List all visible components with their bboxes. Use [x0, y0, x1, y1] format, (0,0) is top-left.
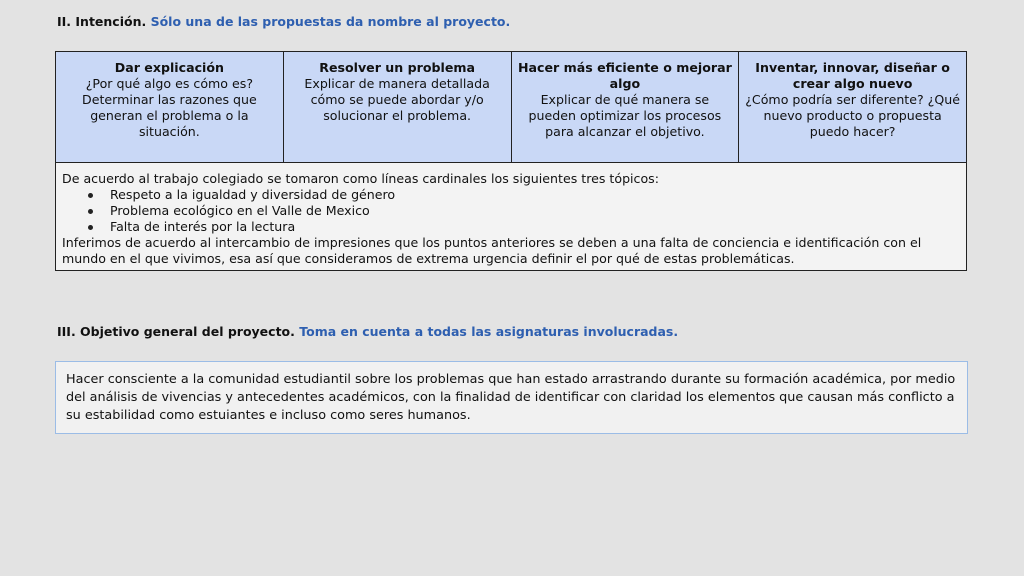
option-cell-innovate [739, 52, 967, 163]
section-iii-subtitle: Toma en cuenta a todas las asignaturas involucradas. [299, 324, 679, 339]
option-title: Resolver un problema [319, 60, 475, 75]
section-iii-title: III. Objetivo general del proyecto. [57, 324, 295, 339]
option-title: Inventar, innovar, diseñar o crear algo nuevo [755, 60, 950, 91]
option-description: ¿Cómo podría ser diferente? ¿Qué nuevo producto o propuesta puedo hacer? [745, 92, 960, 139]
note-row [56, 163, 967, 271]
topic-item: Problema ecológico en el Valle de Mexico [82, 203, 960, 219]
topic-item: Respeto a la igualdad y diversidad de género [82, 187, 960, 203]
option-description: Explicar de manera detallada cómo se puede abordar y/o solucionar el problema. [304, 76, 490, 123]
section-ii-title: II. Intención. [57, 14, 147, 29]
note-cell [56, 163, 967, 271]
options-row [56, 52, 967, 163]
option-title: Hacer más eficiente o mejorar algo [517, 60, 732, 91]
option-cell-improve [511, 52, 739, 163]
option-cell-solve [283, 52, 511, 163]
note-conclusion: Inferimos de acuerdo al intercambio de impresiones que los puntos anteriores se deben a una falta de conciencia e identificación con el mundo en el que vivimos, esa así que consideramos de extrema urgencia definir el por qué de estas problemáticas. [62, 235, 922, 266]
section-ii-subtitle: Sólo una de las propuestas da nombre al proyecto. [150, 14, 511, 29]
intention-table [55, 51, 967, 271]
objective-text: Hacer consciente a la comunidad estudiantil sobre los problemas que han estado arrastrando durante su formación académica, por medio del análisis de vivencias y antecedentes académicos, con la finalidad de identificar con claridad los elementos que causan más conflicto a su estabilidad como estuiantes e incluso como seres humanos. [66, 372, 956, 423]
objective-box [55, 361, 968, 434]
topic-item: Falta de interés por la lectura [82, 219, 960, 235]
section-ii-heading [57, 14, 510, 29]
option-title: Dar explicación [114, 60, 224, 75]
option-cell-explain [56, 52, 284, 163]
option-description: ¿Por qué algo es cómo es? Determinar las razones que generan el problema o la situación. [82, 76, 257, 139]
topics-list [62, 187, 960, 235]
note-intro: De acuerdo al trabajo colegiado se tomaron como líneas cardinales los siguientes tres tópicos: [62, 171, 659, 186]
option-description: Explicar de qué manera se pueden optimizar los procesos para alcanzar el objetivo. [528, 92, 722, 139]
section-iii-heading [57, 324, 678, 339]
